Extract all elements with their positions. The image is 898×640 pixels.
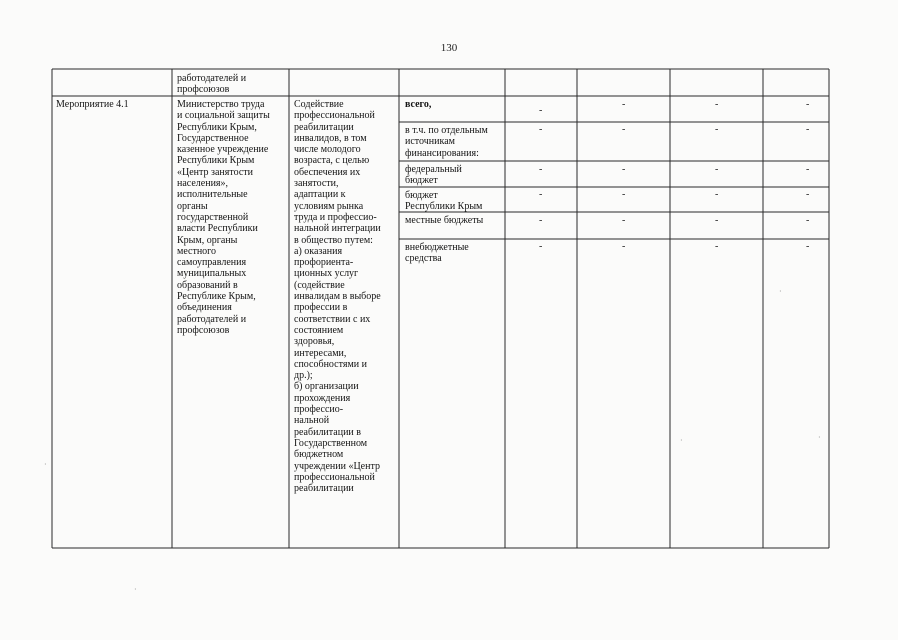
value-cell: - [715,189,719,200]
value-cell: - [806,124,810,135]
value-cell: - [622,124,626,135]
value-cell: - [622,189,626,200]
value-cell: - [715,99,719,110]
page-number: 130 [440,42,458,54]
value-cell: - [539,215,543,226]
value-cell: - [806,215,810,226]
funding-source-local: местные бюджеты [405,215,484,226]
measure-agency-cell: Министерство труда и социальной защиты Республики Крым, Государственное казенное учреждение Республики Крым «Центр занятости населения», исполнительные органы государственной власти Республики Крым, органы местного самоуправления муниципальных образований в Республике Крым, объединения работодателей и профсоюзов [177,99,270,336]
scan-speck: · [680,436,683,445]
value-cell: - [806,164,810,175]
scan-speck: · [134,585,137,594]
value-cell: - [806,99,810,110]
value-cell: - [715,241,719,252]
value-cell: - [715,124,719,135]
measure-name-cell: Мероприятие 4.1 [56,99,129,110]
value-cell: - [622,215,626,226]
value-cell: - [539,124,543,135]
value-cell: - [539,189,543,200]
value-cell: - [622,241,626,252]
value-cell: - [622,164,626,175]
funding-source-extrabudget: внебюджетные средства [405,242,469,265]
value-cell: - [806,189,810,200]
scan-speck: · [44,460,47,469]
funding-source-crimea: бюджет Республики Крым [405,190,483,213]
continuation-agency-cell: работодателей и профсоюзов [177,73,247,96]
scan-speck: · [779,287,782,296]
scan-speck: · [818,433,821,442]
funding-source-breakdown: в т.ч. по отдельным источникам финансирования: [405,125,488,159]
value-cell: - [622,99,626,110]
measure-description-cell: Содействие профессиональной реабилитации инвалидов, в том числе молодого возраста, с целью обеспечения их занятости, адаптации к условиям рынка труда и профессио- нальной интеграции в общество путем: а) оказания профориента- ционных услуг (содействие инвалидам в выборе профессии в соответствии с их состоянием здоровья, интересами, способностями и др.); б) организации прохождения профессио- нальной реабилитации в Государственном бюджетном учреждении «Центр профессиональной реабилитации [294,99,381,495]
value-cell: - [715,215,719,226]
value-cell: - [715,164,719,175]
value-cell: - [806,241,810,252]
funding-source-total: всего, [405,99,432,110]
value-cell: - [539,105,543,116]
funding-source-federal: федеральный бюджет [405,164,462,187]
value-cell: - [539,164,543,175]
value-cell: - [539,241,543,252]
